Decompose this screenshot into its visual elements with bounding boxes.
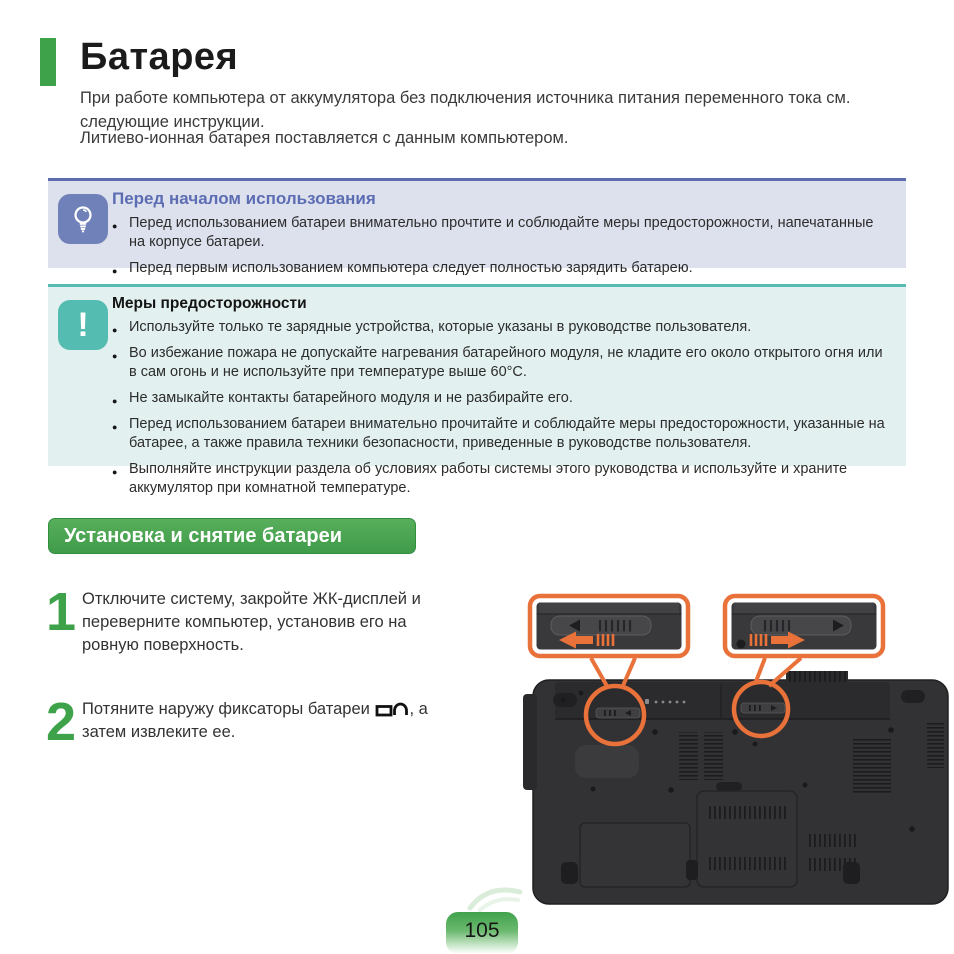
list-item: ● Не замыкайте контакты батарейного модуля и не разбирайте его. — [112, 389, 892, 408]
intro-paragraph: При работе компьютера от аккумулятора без подключения источника питания переменного тока см. следующие инструкции. — [80, 89, 851, 131]
list-item: ● Используйте только те зарядные устройства, которые указаны в руководстве пользователя. — [112, 318, 892, 337]
section-header: Установка и снятие батареи — [48, 518, 416, 554]
step-number: 1 — [46, 582, 77, 642]
battery-latch-right — [741, 703, 785, 713]
step-text: Отключите систему, закройте ЖК-дисплей и переверните компьютер, установив его на ровную поверхность. — [82, 590, 421, 654]
page-title: Батарея — [80, 36, 239, 78]
step-text-before: Потяните наружу фиксаторы батареи — [82, 700, 370, 718]
lightbulb-icon — [58, 194, 108, 244]
info-box-list — [112, 214, 892, 278]
list-item: ● Выполняйте инструкции раздела об условиях работы системы этого руководства и используйте и храните аккумулятор при комнатной температуре. — [112, 460, 892, 498]
callout-left-latch — [530, 596, 688, 656]
title-accent-bar — [40, 38, 56, 86]
step-number: 2 — [46, 692, 77, 752]
laptop-bottom-illustration — [503, 582, 953, 912]
decorative-swirl — [466, 882, 530, 912]
list-item: ● Перед использованием батареи внимательно прочитайте и соблюдайте меры предосторожности, указанные на батарее, а также правила техники безопасности, приведенные в руководстве пользователя. — [112, 415, 892, 453]
callout-right-latch — [725, 596, 883, 656]
exclamation-icon: ! — [58, 300, 108, 350]
info-box — [48, 178, 906, 276]
unlock-latch-icon — [375, 698, 408, 718]
warning-box-list — [112, 318, 892, 498]
step-text-after: , а затем извлеките ее. — [82, 700, 428, 741]
list-item: ● Перед первым использованием компьютера следует полностью зарядить батарею. — [112, 259, 892, 278]
list-item: ● Во избежание пожара не допускайте нагревания батарейного модуля, не кладите его около открытого огня или в сам огонь и не используйте при температуре выше 60°C. — [112, 344, 892, 382]
warning-box-title: Меры предосторожности — [112, 295, 307, 312]
info-box-title: Перед началом использования — [112, 189, 376, 208]
memory-cover — [697, 791, 797, 887]
warning-box — [48, 284, 906, 496]
intro-paragraph: Литиево-ионная батарея поставляется с данным компьютером. — [80, 129, 569, 147]
list-item: ● Перед использованием батареи внимательно прочтите и соблюдайте меры предосторожности, напечатанные на корпусе батареи. — [112, 214, 892, 252]
page-number-badge: 105 — [446, 912, 518, 954]
step-text — [82, 698, 442, 744]
hdd-cover — [580, 823, 690, 887]
battery-latch-left — [596, 708, 640, 718]
